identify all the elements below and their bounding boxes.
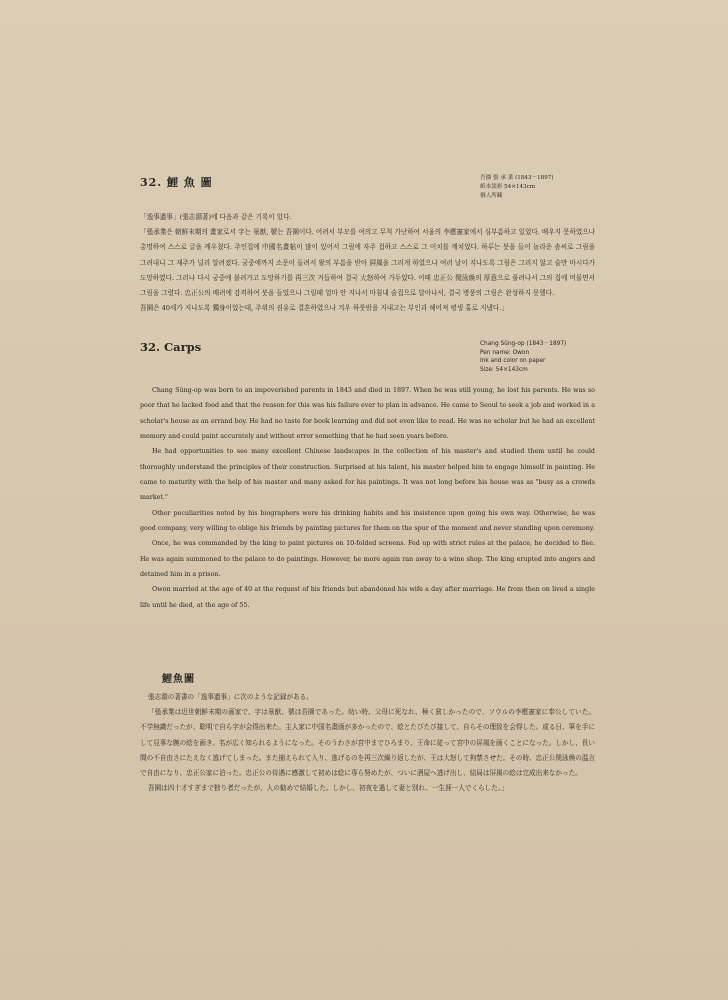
korean-paragraph: 吾園은 40세가 지나도록 獨身이었는데, 주위의 권유로 결혼하였으나 겨우 하룻밤을 지내고는 부인과 헤어져 평생 홀로 지냈다.」 bbox=[140, 304, 508, 313]
japanese-body bbox=[140, 690, 595, 796]
english-meta-medium: Ink and color on paper bbox=[480, 358, 546, 365]
english-paragraph: Owon married at the age of 40 at the request of his friends but abandoned his wife a day after marriage. He from then on lived a single life until he died, at the age of 55. bbox=[140, 586, 595, 609]
english-meta bbox=[480, 340, 566, 374]
english-meta-artist: Chang Sŭng-op (1843－1897) bbox=[480, 341, 567, 347]
japanese-paragraph: 「張承業は近世朝鮮末期の画家で、字は景猷、號は吾園であった。幼い時、父母に死なれ、極く貧しかったので、ソウルの李應憲家に奉公していた。不学無識だったが、聡明で自ら字が会得出来た。主人家に中国名畫画が多かったので、絵とたびたび接して、自らその理致を会得した。或る日、筆を手にして見事な腕の絵を画き、名が広く知られるようになった。そのうわさが宮中までひろまり、王命に従って宮中の屏風を画くことになった。しかし、長い間の不自由さにたえなく逃げてしまった。また捕えられて入り、逃げるのを再三次繰り返したが、王は大怒して拘禁させた。その時、忠正公閔泳煥の温言で自由になり、忠正公家に泊った。忠正公の待遇に感激して初めは絵に専ら努めたが、ついに酒屋へ逃げ出し、結局は屏風の絵は完成出来なかった。 bbox=[140, 708, 595, 778]
english-paragraph: Chang Sŭng-op was born to an impoverished parents in 1843 and died in 1897. When he was still young, he lost his parents. He was so poor that he lacked food and that the reason for this was his failure ever to plan in advance. He came to Seoul to seek a job and worked in a scholar's house as an errand boy. He had no taste for book learning and did not even like to read. He was no scholar but he had an excellent memory and could paint accurately and without error something that he had seen years before. bbox=[140, 387, 595, 441]
english-body bbox=[140, 383, 595, 613]
english-meta-size: Size: 54×143cm bbox=[480, 366, 528, 373]
korean-title: 32. 鯉 魚 圖 bbox=[140, 176, 213, 189]
korean-paragraph: 「逸事遺事」(張志淵著)에 다음과 같은 기록이 있다. bbox=[140, 213, 292, 221]
korean-meta bbox=[480, 174, 554, 201]
japanese-title: 鯉魚圖 bbox=[162, 674, 195, 685]
japanese-paragraph: 吾園は四十才すぎまで独り者だったが、人の勧めで結婚した。しかし、初夜を過して妻と別れ、一生涯一人でくらした。」 bbox=[148, 784, 508, 793]
korean-paragraph: 「張承業은 朝鮮末期의 畫家로서 字는 景猷, 號는 吾園이다. 어려서 부모를 여의고 무척 가난하여 서울의 李應憲家에서 심부름하고 있었다. 배우지 못하였으나 총명하여 스스로 글을 깨우쳤다. 주인집에 中國名畫帖이 많이 있어서 그림에 자주 접하고 스스로 그 이치를 깨치었다. 하루는 붓을 들어 놀라운 솜씨로 그림을 그려내니 그 재주가 널리 알려졌다. 궁중에까지 소문이 들려서 왕의 부름을 받아 屛風을 그리게 하였으나 여러 날이 지나도록 그림은 그리지 않고 술만 마시다가 도망하였다. 그러나 다시 궁중에 불려가고 도망하기를 再三次 거듭하여 결국 大怒하여 가두었다. 이때 忠正公 閔泳煥의 厚意으로 풀려나서 그의 집에 머물면서 그림을 그렸다. 忠正公의 배려에 감격하여 붓을 들었으나 그릴때 얼마 안 지나서 마침내 술집으로 달아나서, 결국 병풍의 그림은 완성하지 못했다. bbox=[140, 228, 595, 298]
korean-body bbox=[140, 210, 595, 316]
english-paragraph: Other peculiarities noted by his biographers were his drinking habits and his insistence upon going his own way. Otherwise, he was good company, very willing to oblige his friends by painting pictures for them on the spur of the moment and never standing upon ceremony. bbox=[140, 509, 595, 533]
japanese-paragraph: 張志淵の著書の「逸事遺事」に次のような記録がある。 bbox=[148, 693, 313, 701]
korean-meta-collection: 個人所藏 bbox=[480, 193, 503, 199]
korean-meta-artist: 吾園 張 承 業 (1843－1897) bbox=[480, 175, 554, 181]
english-paragraph: Once, he was commanded by the king to paint pictures on 10-folded screens. Fed up with strict rules at the palace, he decided to flee. He was again summoned to the palace to do paintings. However, he more again ran away to a wine shop. The king erupted into angers and detained him in a prison. bbox=[140, 540, 595, 579]
korean-meta-medium: 紙本淡彩 54×143cm bbox=[480, 184, 536, 190]
english-meta-penname: Pen name: Owon bbox=[480, 349, 530, 356]
english-paragraph: He had opportunities to see many excellent Chinese landscapes in the collection of his master's and studied them until he could thoroughly understand the principles of their construction. Surprised at his talent, his master helped him to engage himself in painting. He came to maturity with the help of his master and many asked for his paintings. It was not long before his house was as "busy as a crowds market." bbox=[140, 448, 595, 502]
english-title: 32. Carps bbox=[140, 340, 202, 354]
